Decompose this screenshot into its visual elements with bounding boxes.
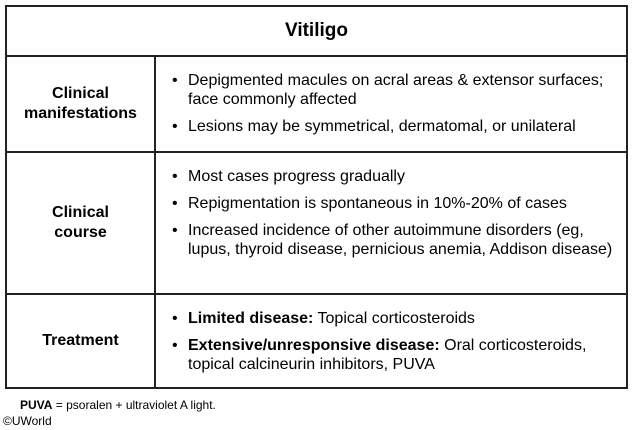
list-item: • Repigmentation is spontaneous in 10%-20% of cases (172, 195, 567, 212)
table-title: Vitiligo (7, 7, 626, 57)
bullet-icon: • (172, 72, 178, 89)
row-label (7, 57, 156, 151)
row-label-text: Clinical manifestations (24, 85, 137, 122)
bullet-icon: • (172, 195, 178, 212)
row-content (156, 57, 626, 151)
row-clinical-manifestations (7, 57, 626, 153)
bullet-list (168, 167, 616, 259)
bullet-list (168, 309, 616, 374)
list-item: • Most cases progress gradually (172, 168, 405, 185)
list-item: • Depigmented macules on acral areas & extensor surfaces; face commonly affected (172, 72, 604, 108)
list-item: • Extensive/unresponsive disease: Oral corticosteroids, topical calcineurin inhibitors, PUVA (172, 337, 587, 373)
bullet-icon: • (172, 168, 178, 185)
vitiligo-table (5, 5, 628, 389)
row-content (156, 295, 626, 387)
row-label-text: Treatment (42, 332, 119, 349)
list-item: • Lesions may be symmetrical, dermatomal, or unilateral (172, 118, 576, 135)
row-content (156, 153, 626, 293)
row-label (7, 295, 156, 387)
footnote: PUVA = psoralen + ultraviolet A light. (20, 398, 216, 412)
bullet-icon: • (172, 310, 178, 327)
row-clinical-course (7, 153, 626, 295)
row-label-text: Clinical course (52, 204, 109, 241)
bullet-icon: • (172, 222, 178, 239)
row-treatment (7, 295, 626, 387)
copyright: ©UWorld (3, 414, 52, 428)
bullet-icon: • (172, 337, 178, 354)
bullet-icon: • (172, 118, 178, 135)
list-item: • Limited disease: Topical corticosteroids (172, 310, 475, 327)
row-label (7, 153, 156, 293)
bullet-list (168, 71, 616, 136)
list-item: • Increased incidence of other autoimmune disorders (eg, lupus, thyroid disease, pernicious anemia, Addison disease) (172, 222, 613, 258)
